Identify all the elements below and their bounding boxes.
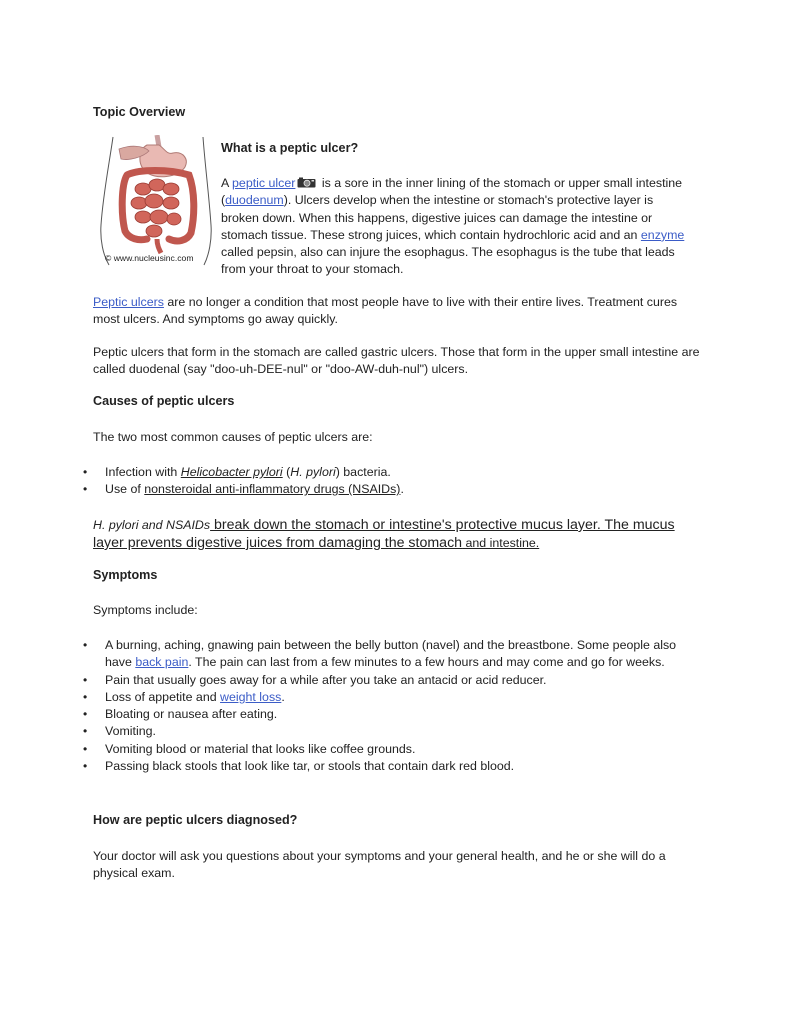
cause2-post: .: [400, 482, 404, 497]
treatment-paragraph: [93, 294, 703, 329]
bullet: •: [83, 638, 88, 652]
causes-list: [0, 464, 700, 499]
intro-text-a: A: [221, 176, 233, 190]
bullet: •: [83, 672, 88, 687]
enzyme-link[interactable]: enzyme: [640, 227, 685, 242]
list-item: [0, 741, 695, 758]
symptoms-heading: Symptoms: [93, 568, 158, 582]
cause1-text: Infection with: [105, 465, 181, 479]
list-item: [0, 672, 695, 689]
h-pylori-italic: H. pylori: [290, 465, 336, 479]
note-italic: H. pylori and NSAIDs: [93, 518, 211, 532]
cause1-mid: (: [282, 465, 291, 479]
helicobacter-pylori-link[interactable]: Helicobacter pylori: [180, 465, 283, 479]
mucus-note: [93, 516, 703, 552]
intestine-illustration-svg: [99, 135, 215, 268]
cause2-text: Use of: [105, 482, 145, 497]
bullet: •: [83, 482, 88, 497]
list-item: [0, 481, 695, 498]
figure-caption: © www.nucleusinc.com: [105, 253, 194, 263]
list-item: [0, 723, 695, 740]
list-item: [0, 689, 695, 706]
causes-lead: The two most common causes of peptic ulcers are:: [93, 430, 373, 444]
symptom3-text: Loss of appetite and: [105, 689, 221, 704]
symptoms-list: [0, 637, 700, 775]
bullet: •: [83, 465, 88, 479]
topic-overview-heading: Topic Overview: [93, 105, 186, 119]
symptom3-post: .: [281, 689, 285, 704]
bullet: •: [83, 741, 88, 756]
intro-text-3: called pepsin, also can injure the esophagus. The esophagus is the tube that leads from your throat to your stomach.: [221, 245, 675, 277]
symptom7-text: Passing black stools that look like tar, or stools that contain dark red blood.: [105, 759, 515, 774]
intro-text-1: is a sore in the inner lining of the stomach or upper small intestine (: [221, 176, 683, 208]
peptic-ulcers-link[interactable]: Peptic ulcers: [93, 295, 164, 309]
back-pain-link[interactable]: back pain: [135, 655, 189, 670]
symptom6-text: Vomiting blood or material that looks like coffee grounds.: [105, 741, 416, 756]
list-item: [0, 758, 695, 775]
intro-paragraph: [221, 175, 691, 279]
causes-heading: Causes of peptic ulcers: [93, 394, 235, 408]
diagnosis-paragraph: Your doctor will ask you questions about your symptoms and your general health, and he or she will do a physical exam.: [93, 849, 666, 881]
peptic-ulcer-link[interactable]: peptic ulcer: [232, 176, 296, 190]
duodenum-link[interactable]: duodenum: [225, 193, 284, 208]
bullet: •: [83, 689, 88, 704]
symptom5-text: Vomiting.: [105, 724, 156, 739]
bullet: •: [83, 707, 88, 722]
camera-icon[interactable]: [297, 177, 316, 188]
symptom1-post: . The pain can last from a few minutes to a few hours and may come and go for weeks.: [188, 655, 665, 670]
symptoms-lead: Symptoms include:: [93, 603, 198, 617]
list-item: [0, 464, 695, 481]
weight-loss-link[interactable]: weight loss: [220, 689, 282, 704]
bullet: •: [83, 724, 88, 739]
bullet: •: [83, 759, 88, 774]
symptom2-text: Pain that usually goes away for a while after you take an antacid or acid reducer.: [105, 672, 547, 687]
types-paragraph: Peptic ulcers that form in the stomach are called gastric ulcers. Those that form in the upper small intestine are called duodenal (say "doo-uh-DEE-nul" or "doo-AW-duh-nul") ulcers.: [93, 345, 700, 377]
symptom1-text: A burning, aching, gnawing pain between the belly button (navel) and the breastbone. Some people also have: [105, 638, 677, 670]
cause1-post: ) bacteria.: [335, 465, 391, 479]
note-underlined-end: and intestine.: [462, 536, 540, 550]
symptom4-text: Bloating or nausea after eating.: [105, 707, 278, 722]
treatment-text: are no longer a condition that most people have to live with their entire lives. Treatment cures most ulcers. And symptoms go away quickly.: [93, 295, 678, 327]
list-item: [0, 637, 695, 672]
note-underlined: break down the stomach or intestine's protective mucus layer. The mucus layer prevents digestive juices from damaging the stomach: [93, 517, 675, 551]
nsaids-link[interactable]: nonsteroidal anti-inflammatory drugs (NSAIDs): [144, 482, 401, 497]
what-is-peptic-ulcer-heading: What is a peptic ulcer?: [221, 141, 359, 155]
intro-text-2: ). Ulcers develop when the intestine or stomach's protective layer is broken down. When this happens, digestive juices can damage the intestine or stomach tissue. These strong juices, which contain hydrochloric acid and an: [221, 193, 654, 242]
list-item: [0, 706, 695, 723]
digestive-system-illustration: [99, 135, 215, 268]
diagnosis-heading: How are peptic ulcers diagnosed?: [93, 813, 298, 827]
